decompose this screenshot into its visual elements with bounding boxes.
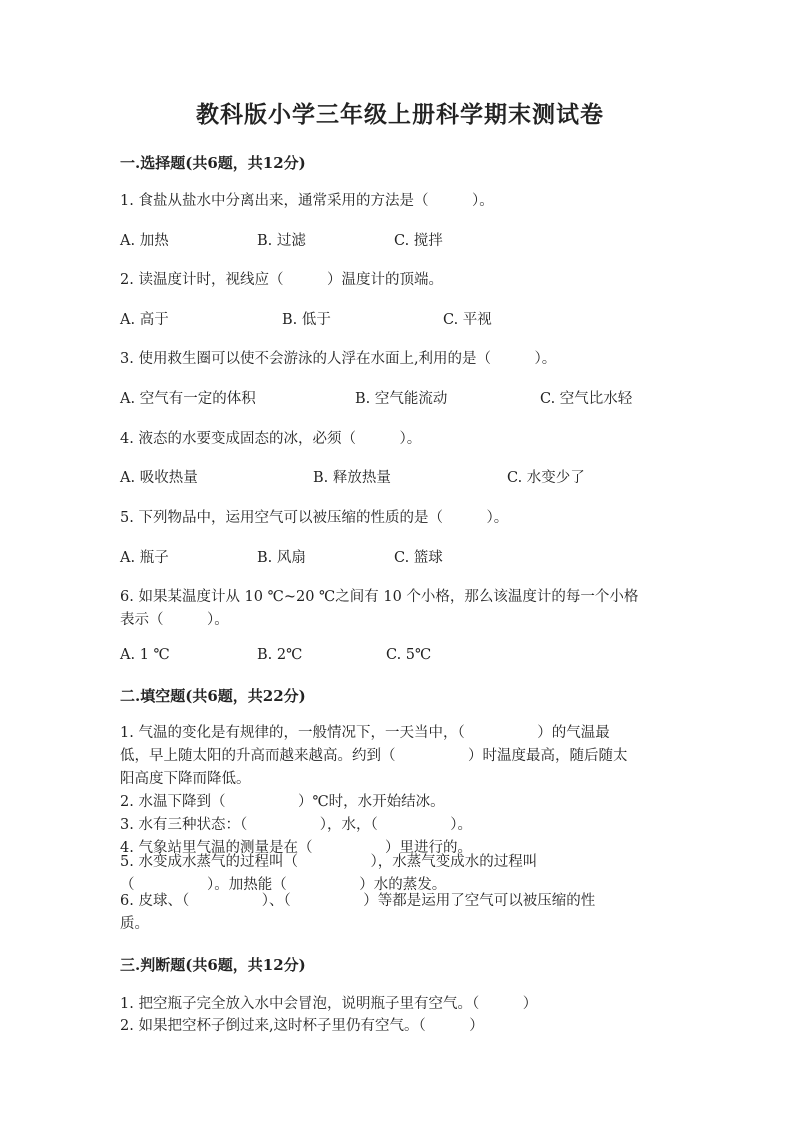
question-stem: 5. 下列物品中，运用空气可以被压缩的性质的是（ ）。 xyxy=(120,510,509,526)
option-a: A. 加热 xyxy=(120,233,169,249)
text-line: 5. 水变成水蒸气的过程叫（ ），水蒸气变成水的过程叫 xyxy=(120,854,538,870)
option-c: C. 水变少了 xyxy=(507,470,585,486)
option-a: A. 1 ℃ xyxy=(120,647,170,663)
option-b: B. 空气能流动 xyxy=(355,391,448,407)
section-heading-judge: 三.判断题(共6题，共12分) xyxy=(120,956,306,974)
option-c: C. 平视 xyxy=(443,312,492,328)
section-heading-choice: 一.选择题(共6题，共12分) xyxy=(120,154,306,172)
option-a: A. 高于 xyxy=(120,312,169,328)
option-a: A. 瓶子 xyxy=(120,550,169,566)
text-line: 6. 皮球、（ ）、（ ）等都是运用了空气可以被压缩的性 xyxy=(120,893,596,909)
fill-question-6 xyxy=(120,890,680,936)
text-line: 质。 xyxy=(120,916,149,932)
question-stem: 1. 食盐从盐水中分离出来，通常采用的方法是（ ）。 xyxy=(120,193,494,209)
option-c: C. 搅拌 xyxy=(394,233,443,249)
question-stem: 3. 使用救生圈可以使不会游泳的人浮在水面上,利用的是（ ）。 xyxy=(120,351,557,367)
fill-question-4: 4. 气象站里气温的测量是在（ ）里进行的。 xyxy=(120,840,472,856)
text-line: 阳高度下降而降低。 xyxy=(120,771,251,787)
page-title: 教科版小学三年级上册科学期末测试卷 xyxy=(196,101,604,128)
option-b: B. 释放热量 xyxy=(313,470,391,486)
option-c: C. 空气比水轻 xyxy=(540,391,633,407)
text-line: 低，早上随太阳的升高而越来越高。约到（ ）时温度最高，随后随太 xyxy=(120,748,628,764)
option-a: A. 空气有一定的体积 xyxy=(120,391,256,407)
question-stem: 6. 如果某温度计从 10 ℃~20 ℃之间有 10 个小格，那么该温度计的每一个小格 xyxy=(120,589,639,605)
judge-question-1: 1. 把空瓶子完全放入水中会冒泡，说明瓶子里有空气。（ ） xyxy=(120,996,538,1012)
option-b: B. 低于 xyxy=(282,312,331,328)
fill-question-2: 2. 水温下降到（ ）℃时，水开始结冰。 xyxy=(120,794,445,810)
fill-question-1 xyxy=(120,722,680,791)
question-stem: 2. 读温度计时，视线应（ ）温度计的顶端。 xyxy=(120,272,443,288)
judge-question-2: 2. 如果把空杯子倒过来,这时杯子里仍有空气。（ ） xyxy=(120,1018,484,1034)
section-heading-fill: 二.填空题(共6题，共22分) xyxy=(120,687,306,705)
option-c: C. 5℃ xyxy=(386,647,432,663)
option-a: A. 吸收热量 xyxy=(120,470,198,486)
question-stem-continued: 表示（ ）。 xyxy=(120,612,229,628)
option-b: B. 2℃ xyxy=(257,647,303,663)
text-line: （ ）。加热能（ ）水的蒸发。 xyxy=(120,877,447,893)
option-b: B. 过滤 xyxy=(257,233,306,249)
option-b: B. 风扇 xyxy=(257,550,306,566)
text-line: 1. 气温的变化是有规律的，一般情况下，一天当中，（ ）的气温最 xyxy=(120,725,610,741)
option-c: C. 篮球 xyxy=(394,550,443,566)
fill-question-3: 3. 水有三种状态：（ ），水，（ ）。 xyxy=(120,817,472,833)
question-stem: 4. 液态的水要变成固态的冰，必须（ ）。 xyxy=(120,431,422,447)
